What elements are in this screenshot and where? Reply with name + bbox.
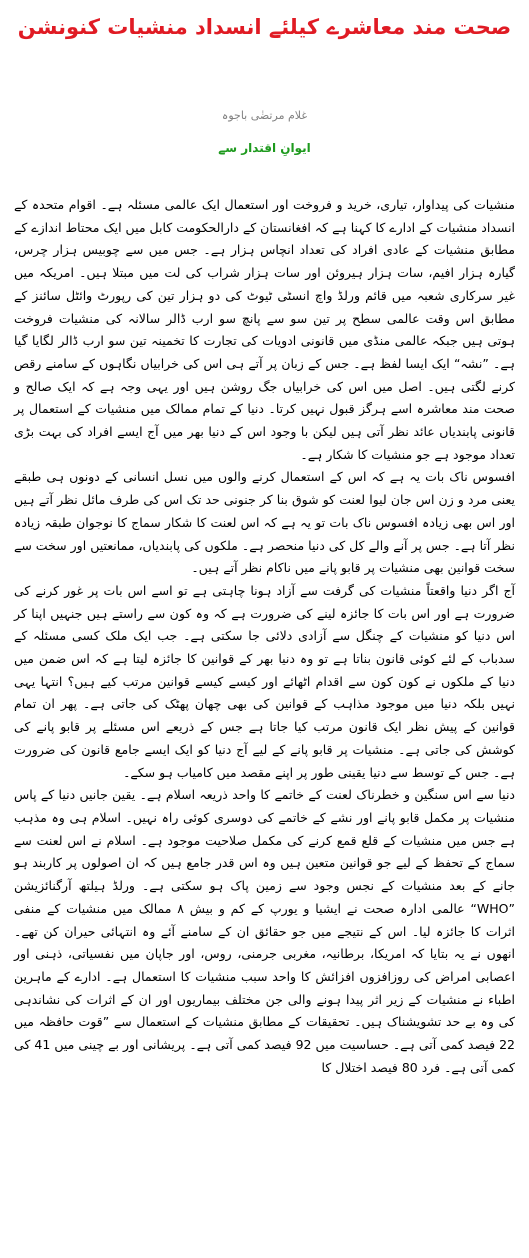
article-paragraph: آج اگر دنیا واقعتاً منشیات کی گرفت سے آزاد ہونا چاہتی ہے تو اسے اس بات پر غور کرنے کی ضرورت ہے اور اس بات کا جائزہ لینے کی ضرورت ہے کہ وہ کون سے راستے ہیں جنہیں اپنا کر اس دنیا کو منشیات کے چنگل سے آزادی دلائی جا سکتی ہے۔ جب ایک ملک کسی مسئلہ کے سدباب کے لئے کوئی قانون بناتا ہے تو وہ دنیا بھر کے قوانین کا جائزہ لیتا ہے کہ اس ضمن میں دنیا کے ملکوں نے کون کون سے اقدام اٹھائے اور کیسے کیسے قوانین مرتب کیے ہیں؟ انتہا یہی نہیں بلکہ دنیا میں موجود مذاہب کے قوانین کی بھی چھان پھٹک کی جاتی ہے۔ پھر ان تمام قوانین کے پیش نظر ایک قانون مرتب کیا جاتا ہے جس کے ذریعے اس مسئلے پر قابو پانے کی کوشش کی جاتی ہے۔ منشیات پر قابو پانے کے لیے آج دنیا کو ایک ایسے جامع قانون کی ضرورت ہے۔ جس کے توسط سے دنیا یقینی طور پر اپنے مقصد میں کامیاب ہو سکے۔ [14, 582, 515, 780]
article-paragraph: افسوس ناک بات یہ ہے کہ اس کے استعمال کرنے والوں میں نسل انسانی کے دونوں ہی طبقے یعنی مرد و زن اس جان لیوا لعنت کو شوق بنا کر جنونی حد تک اس کی طرف مائل نظر آتے ہیں اور اس بھی زیادہ افسوس ناک بات تو یہ ہے کہ اس لعنت کا شکار سماج کا نوجوان طبقہ زیادہ نظر آتا ہے۔ جس پر آنے والے کل کی دنیا منحصر ہے۔ ملکوں کی پابندیاں، ممانعتیں اور سخت سے سخت قوانین بھی منشیات پر قابو پانے میں ناکام نظر آتے ہیں۔ [14, 469, 515, 576]
article-paragraph: دنیا سے اس سنگین و خطرناک لعنت کے خاتمے کا واحد ذریعہ اسلام ہے۔ یقین جانیں دنیا کے پاس منشیات پر مکمل قابو پانے اور نشے کے خاتمے کی دوسری کوئی راہ نہیں۔ اسلام ہی وہ مذہب ہے جس میں منشیات کے قلع قمع کرنے کی مکمل صلاحیت موجود ہے۔ اسلام نے اس لعنت سے سماج کے تحفظ کے لیے جو قوانین متعین ہیں وہ اس قدر جامع ہیں کہ ان اصولوں پر کاربند ہو جانے کے بعد منشیات کے نجس وجود سے زمین پاک ہو سکتی ہے۔ ورلڈ ہیلتھ آرگنائزیشن ”WHO“ عالمی ادارہ صحت نے ایشیا و یورپ کے کم و بیش ۸ ممالک میں منشیات کے منفی اثرات کا جائزہ لیا۔ اس کے نتیجے میں جو حقائق ان کے سامنے آئے وہ انتہائی حیران کن تھے۔ انھوں نے یہ بتایا کہ امریکا، برطانیہ، مغربی جرمنی، روس، اور جاپان میں نفسیاتی، ذہنی اور اعصابی امراض کی روزافزوں افزائش کا واحد سبب منشیات کا استعمال ہے۔ ادارے کے ماہرین اطباء نے منشیات کے زیر اثر پیدا ہونے والی جن مختلف بیماریوں اور ان کے اثرات کی نشاندہی کی وہ بے حد تشویشناک ہیں۔ تحقیقات کے مطابق منشیات کے استعمال سے ”قوت حافظہ میں 22 فیصد کمی آتی ہے۔ حساسیت میں 92 فیصد کمی آتی ہے۔ پریشانی اور بے چینی میں 41 کی کمی آتی ہے۔ فرد 80 فیصد اختلال کا [14, 787, 516, 1075]
article-paragraph: منشیات کی پیداوار، تیاری، خرید و فروخت اور استعمال ایک عالمی مسئلہ ہے۔ اقوام متحدہ کے انسداد منشیات کے ادارے کا کہنا ہے کہ افغانستان کے دارالحکومت کابل میں ایک محتاط اندازے کے مطابق منشیات کے عادی افراد کی تعداد انچاس ہزار ہے۔ جس میں سے چوبیس ہزار چرس، گیارہ ہزار افیم، سات ہزار ہیروئن اور سات ہزار شراب کی لت میں مبتلا ہیں۔ امریکہ میں غیر سرکاری شعبہ میں قائم ورلڈ واچ انسٹی ٹیوٹ کی دو ہزار تین کی رپورٹ وائٹل سائنز کے مطابق اس وقت عالمی سطح پر تین سو سے پانچ سو ارب ڈالر سالانہ کی منشیات فروخت ہوتی ہیں جبکہ عالمی منڈی میں قانونی ادویات کی تجارت کا تخمینہ تین سو ارب ڈالر لگایا گیا ہے۔ ”نشہ“ ایک ایسا لفظ ہے۔ جس کے زبان پر آتے ہی اس کی خرابیاں نگاہوں کے سامنے رقص کرنے لگتی ہیں۔ اصل میں اس کی خرابیاں جگ روشن ہیں اور یہی وجہ ہے کہ ایک صالح و صحت مند معاشرہ اسے ہرگز قبول نہیں کرتا۔ دنیا کے تمام ممالک میں منشیات کے استعمال پر قانونی پابندیاں عائد نظر آتی ہیں لیکن با وجود اس کے دنیا بھر میں آج ایسے افراد کی بہت بڑی تعداد موجود ہے جو منشیات کا شکار ہے۔ [14, 197, 515, 462]
article-body [14, 194, 515, 1079]
article-headline: صحت مند معاشرے کیلئے انسداد منشیات کنونشن [17, 15, 512, 39]
column-source: ایوانِ اقتدار سے [218, 141, 311, 155]
author-byline: غلام مرتضٰی باجوہ [221, 109, 308, 122]
